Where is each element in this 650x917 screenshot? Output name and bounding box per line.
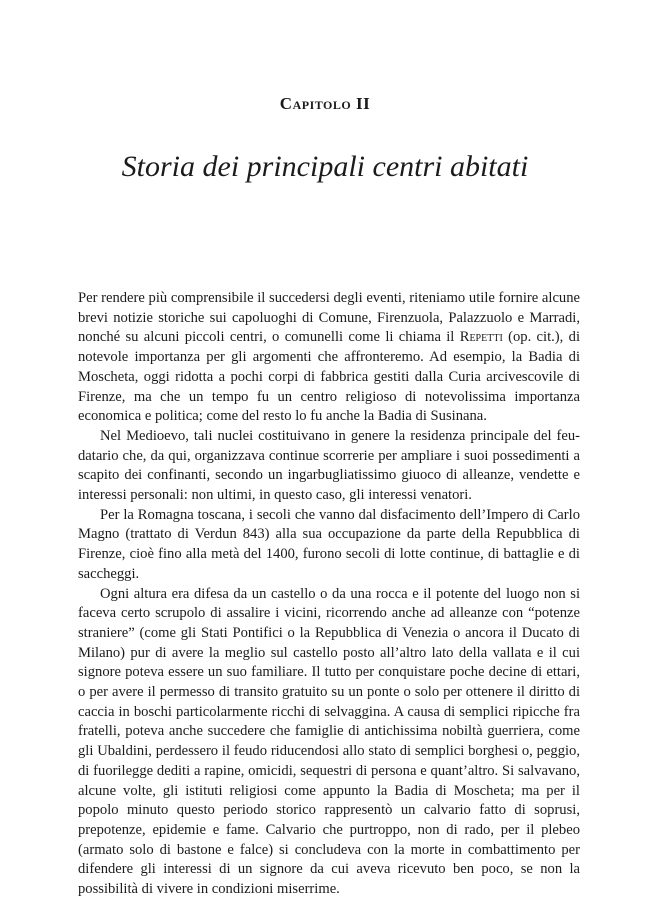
paragraph-1-text-start: Per rendere più comprensibile il succedersi degli eventi, riteniamo utile fornire alcune brevi notizie storiche sui capoluoghi di Comune, Firenzuola, Palazzuolo e Marradi, nonché su alcuni piccoli centri, o comunelli come li chiama il xyxy=(78,290,580,346)
author-reference: Repetti xyxy=(459,329,503,346)
chapter-label: Capitolo II xyxy=(279,94,371,113)
paragraph-4: Ogni altura era difesa da un castello o da una rocca e il potente del luogo non si faceva certo scrupolo di assalire i vicini, ricorrendo anche ad alleanze con “potenze straniere” (come gli Stati Pontifici o la Repubblica di Venezia o ancora il Ducato di Milano) pur di avere la meglio sul castello posto all’altro lato della vallata e il cui signore poteva essere un suo familiare. Il tutto per conquistare poche decine di ettari, o per avere il permesso di transito gratuito su un ponte o solo per ottenere il diritto di caccia in boschi particolarmente ricchi di selvaggina. A causa di semplici ripicche fra fratelli, poteva anche succedere che famiglie di antichissima nobiltà guerriera, come gli Ubaldini, perdessero il feudo riducendosi allo stato di semplici borghesi o, peggio, di fuorilegge dediti a rapine, omicidi, sequestri di persona e quant’altro. Si salvavano, alcune volte, gli istituti religiosi come appunto la Badia di Moscheta; ma per il popolo minuto questo periodo storico rappresentò un calvario fatto di soprusi, prepotenze, epidemie e fame. Calvario che purtroppo, non di rado, per il plebeo (armato solo di bastone e falce) si concludeva con la morte in combattimento per difendere gli interessi di un signore da cui aveva ricevuto ben poco, se non la possibilità di vivere in condizioni miserrime. xyxy=(78,585,580,898)
chapter-title: Storia dei principali centri abitati xyxy=(121,150,529,183)
paragraph-3: Per la Romagna toscana, i secoli che vanno dal disfacimento dell’Impero di Carlo Magno (trattato di Verdun 843) alla sua occupazione da parte della Repubblica di Firenze, cioè fino alla metà del 1400, furono secoli di lotte continue, di battaglie e di saccheggi. xyxy=(78,506,580,582)
paragraph-1-text-end: (op. cit.), di notevole importanza per gli argomenti che affronteremo. Ad esempio, la Badia di Moscheta, oggi ridotta a pochi corpi di fabbrica gestiti dalla Curia arcivescovile di Firenze, ma che un tempo fu un centro religioso di notevolissima importanza economica e politica; come del resto lo fu anche la Badia di Susinana. xyxy=(78,329,580,425)
paragraph-2: Nel Medioevo, tali nuclei costituivano in genere la residenza principale del feudatario che, da qui, organizzava continue scorrerie per ampliare i suoi possedimenti a scapito dei confinanti, secondo un ingarbugliatissimo giuoco di alleanze, vendette e interessi personali: non ultimi, in questo caso, gli interessi venatori. xyxy=(78,427,580,504)
paragraph-1 xyxy=(78,289,580,427)
body-text xyxy=(78,289,580,900)
